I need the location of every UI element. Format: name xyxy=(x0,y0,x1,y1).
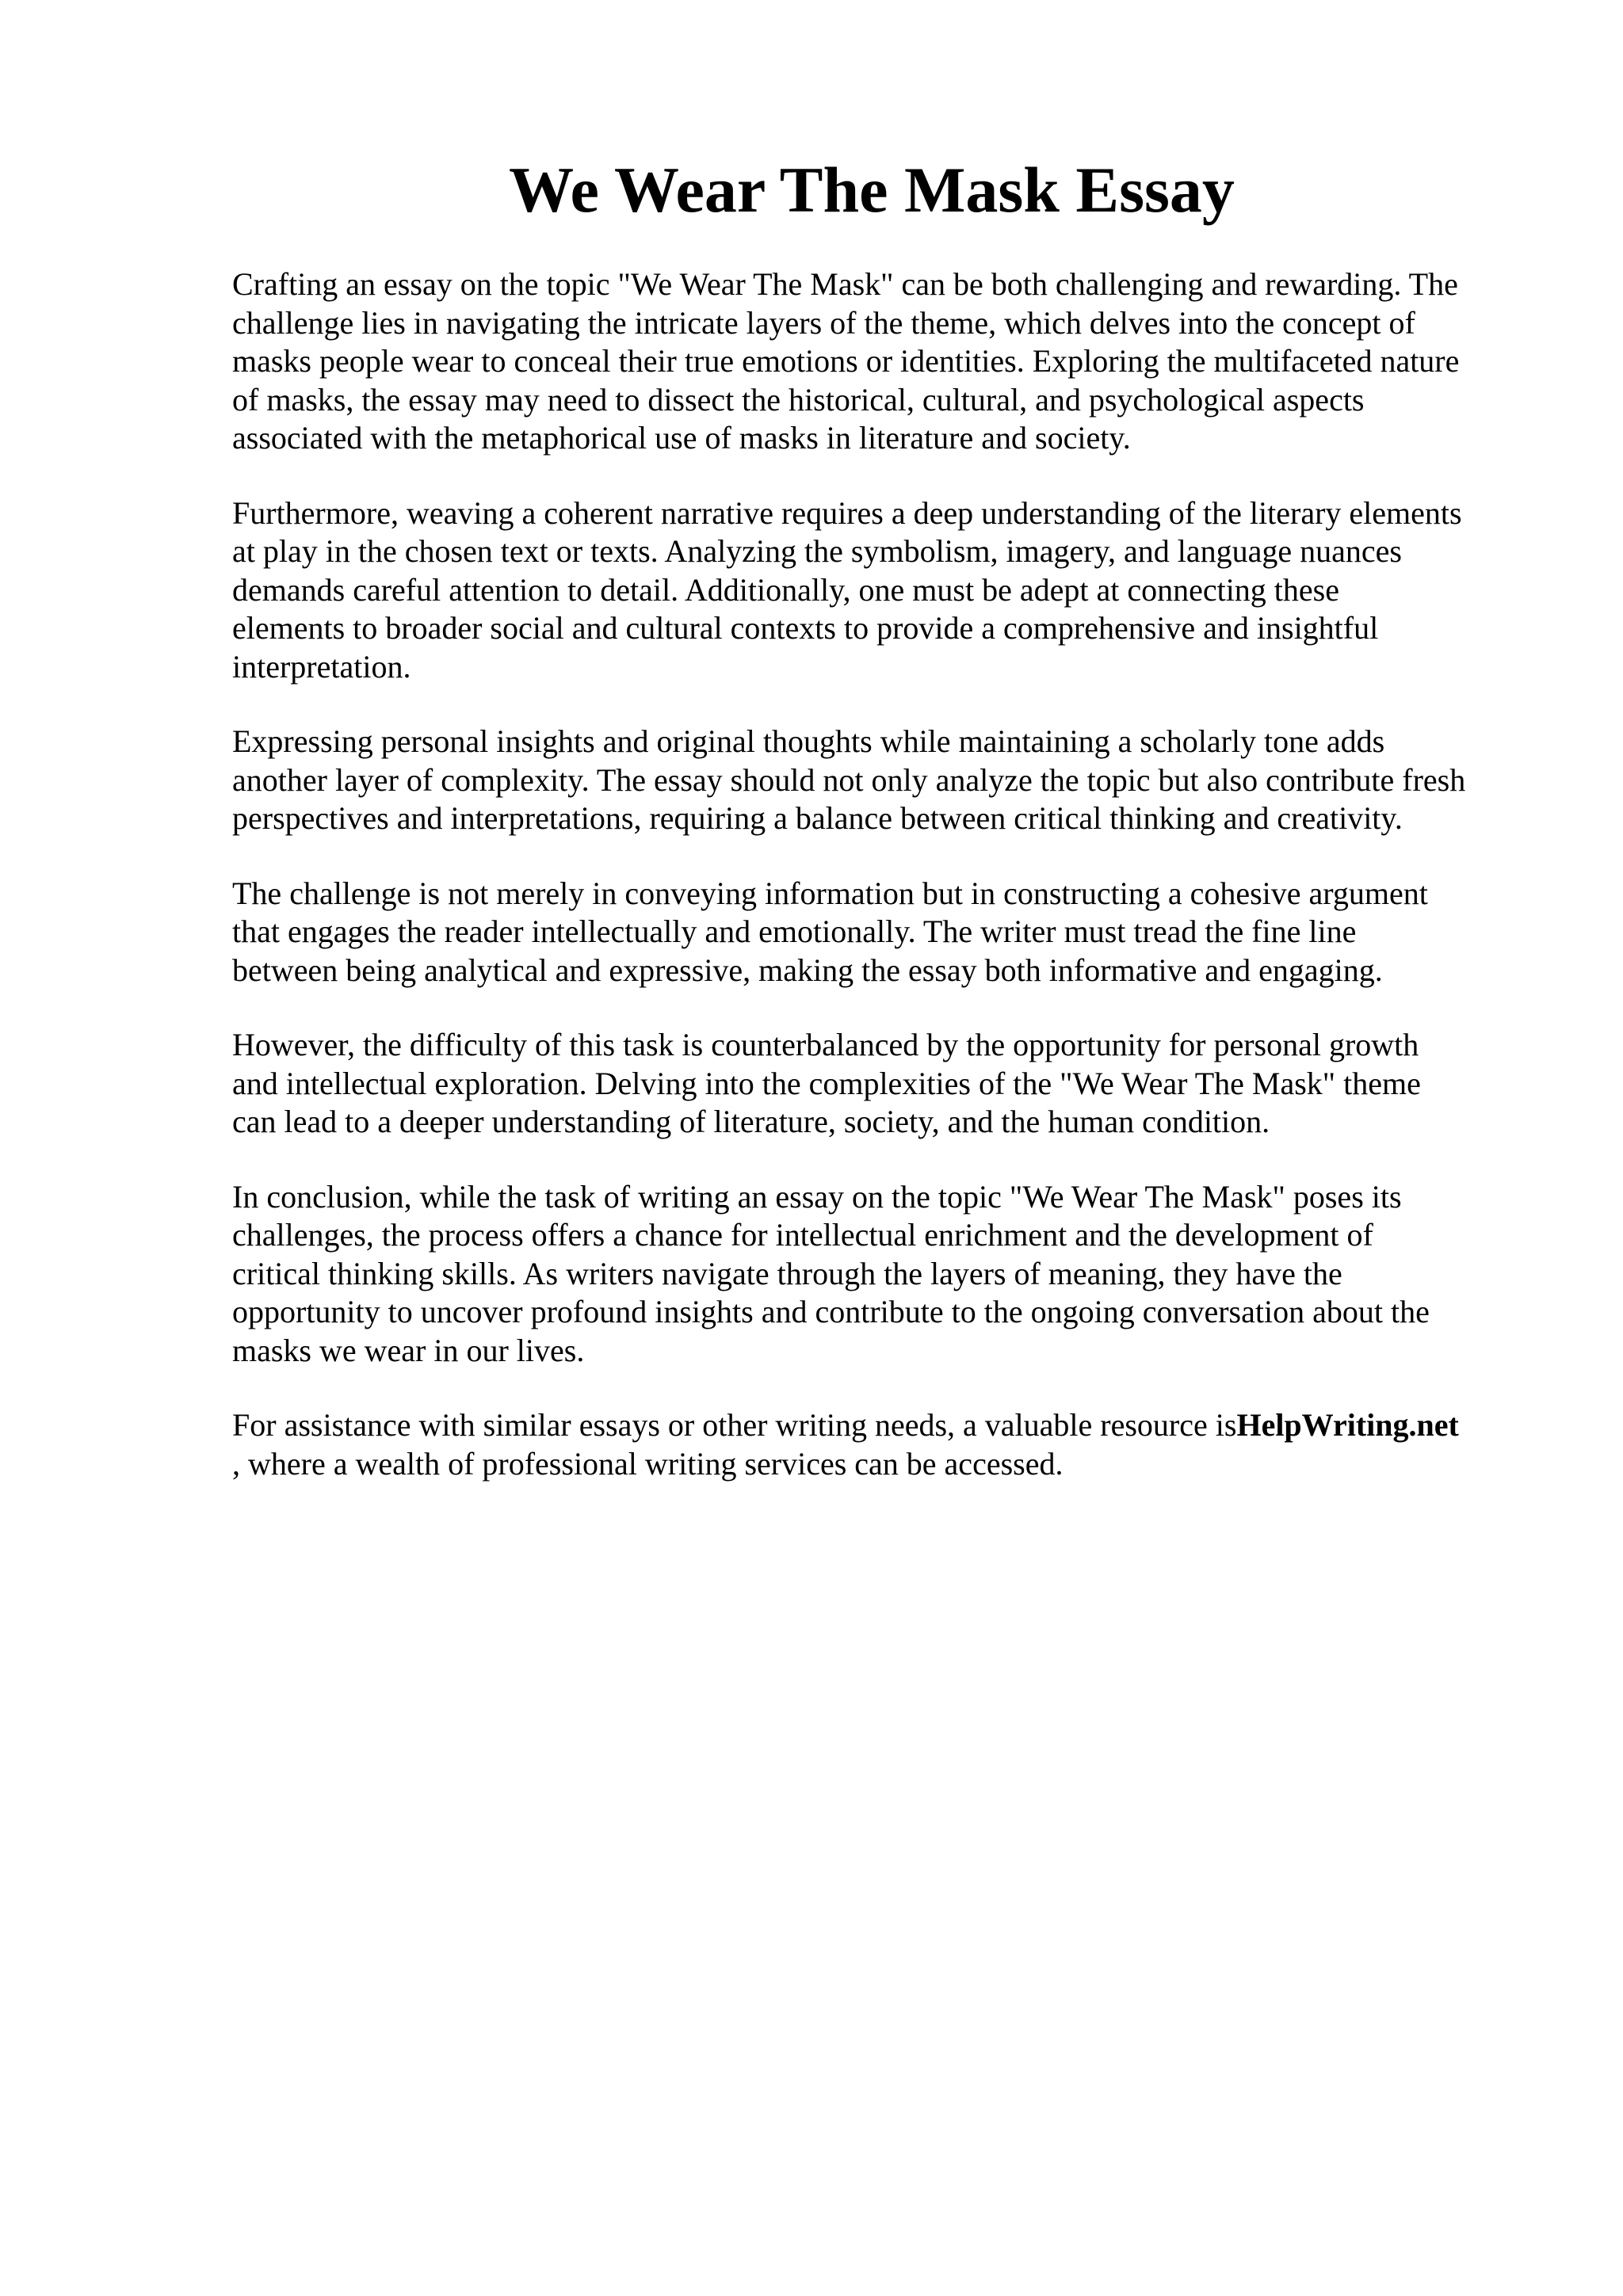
closing-prefix: For assistance with similar essays or other writing needs, a valuable resource is xyxy=(232,1407,1237,1443)
paragraph-line: critical thinking skills. As writers navigate through the layers of meaning, they have the xyxy=(232,1255,1342,1291)
paragraph-line: interpretation. xyxy=(232,648,411,685)
paragraph-line: and intellectual exploration. Delving into the complexities of the "We Wear The Mask" theme xyxy=(232,1065,1421,1101)
paragraph-line: demands careful attention to detail. Additionally, one must be adept at connecting these xyxy=(232,571,1339,608)
paragraph-line: In conclusion, while the task of writing an essay on the topic "We Wear The Mask" poses its xyxy=(232,1178,1402,1215)
paragraph-line: associated with the metaphorical use of masks in literature and society. xyxy=(232,420,1131,456)
paragraph-line: masks people wear to conceal their true emotions or identities. Exploring the multifaceted nature xyxy=(232,343,1460,379)
closing-paragraph xyxy=(232,1406,1532,1483)
paragraph-5 xyxy=(232,1026,1532,1142)
document-title: We Wear The Mask Essay xyxy=(509,154,1235,226)
paragraph-line: However, the difficulty of this task is counterbalanced by the opportunity for personal growth xyxy=(232,1027,1419,1062)
paragraph-line: Furthermore, weaving a coherent narrative requires a deep understanding of the literary elements xyxy=(232,494,1462,531)
paragraph-line: perspectives and interpretations, requiring a balance between critical thinking and creativity. xyxy=(232,800,1403,836)
paragraph-line: that engages the reader intellectually and emotionally. The writer must tread the fine line xyxy=(232,913,1357,949)
paragraph-line: Expressing personal insights and original thoughts while maintaining a scholarly tone adds xyxy=(232,723,1385,759)
paragraph-line: between being analytical and expressive, making the essay both informative and engaging. xyxy=(232,952,1383,988)
paragraph-2 xyxy=(232,494,1532,687)
paragraph-line: opportunity to uncover profound insights and contribute to the ongoing conversation about the xyxy=(232,1294,1430,1329)
paragraph-6 xyxy=(232,1178,1532,1371)
paragraph-line: challenge lies in navigating the intricate layers of the theme, which delves into the concept of xyxy=(232,304,1415,341)
paragraph-4 xyxy=(232,875,1532,990)
paragraph-line: another layer of complexity. The essay should not only analyze the topic but also contribute fresh xyxy=(232,761,1466,798)
paragraph-line: challenges, the process offers a chance for intellectual enrichment and the development of xyxy=(232,1217,1373,1253)
paragraph-line: can lead to a deeper understanding of literature, society, and the human condition. xyxy=(232,1104,1270,1139)
helpwriting-link[interactable]: HelpWriting.net xyxy=(1236,1407,1459,1443)
paragraph-line: of masks, the essay may need to dissect the historical, cultural, and psychological aspects xyxy=(232,381,1365,418)
document-body xyxy=(232,265,1532,1520)
paragraph-1 xyxy=(232,265,1532,458)
paragraph-line: masks we wear in our lives. xyxy=(232,1332,585,1368)
closing-suffix: , where a wealth of professional writing services can be accessed. xyxy=(232,1445,1064,1482)
paragraph-line: The challenge is not merely in conveying information but in constructing a cohesive argument xyxy=(232,875,1428,911)
paragraph-3 xyxy=(232,723,1532,838)
closing-line xyxy=(232,1406,1532,1445)
paragraph-line: at play in the chosen text or texts. Analyzing the symbolism, imagery, and language nuances xyxy=(232,533,1402,569)
paragraph-line: elements to broader social and cultural contexts to provide a comprehensive and insightful xyxy=(232,610,1379,646)
paragraph-line: Crafting an essay on the topic "We Wear The Mask" can be both challenging and rewarding. The xyxy=(232,266,1458,302)
